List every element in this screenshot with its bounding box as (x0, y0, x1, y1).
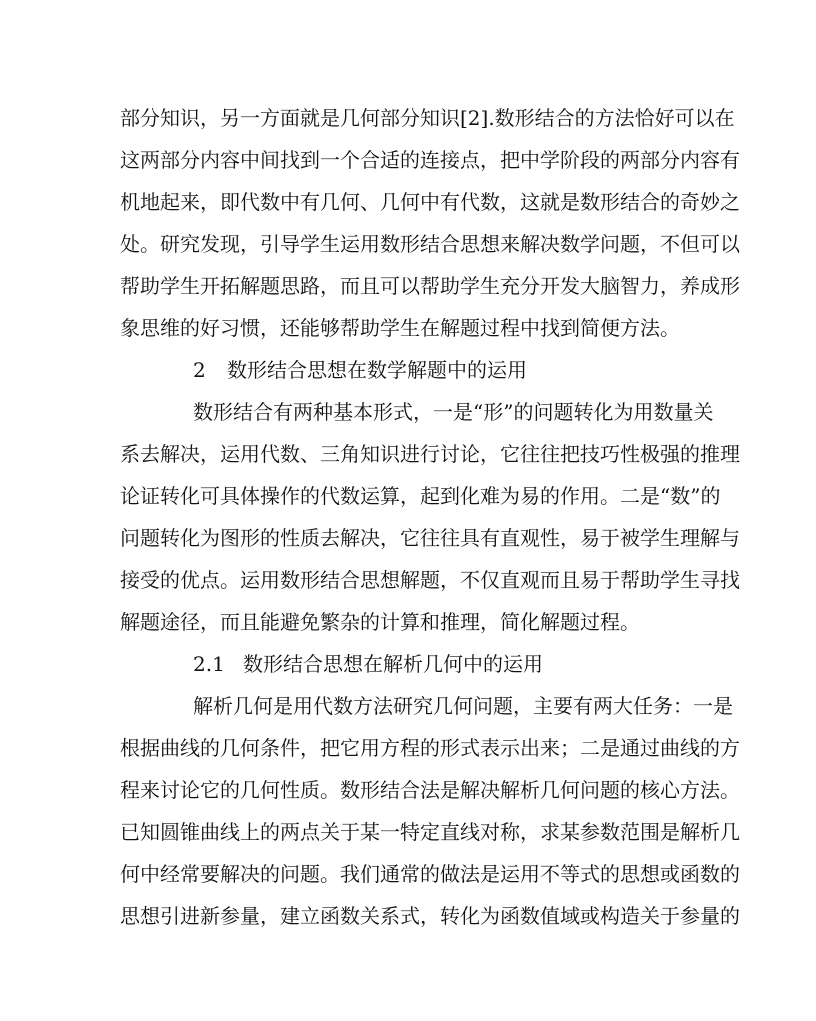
para3-line-6: 思想引进新参量，建立函数关系式，转化为函数值域或构造关于参量的 (120, 904, 740, 928)
para1-line-3: 机地起来，即代数中有几何、几何中有代数，这就是数形结合的奇妙之 (120, 190, 740, 214)
para1-line-6: 象思维的好习惯，还能够帮助学生在解题过程中找到简便方法。 (120, 316, 680, 340)
para1-line-4: 处。研究发现，引导学生运用数形结合思想来解决数学问题，不但可以 (120, 232, 740, 256)
para2-line-3: 论证转化可具体操作的代数运算，起到化难为易的作用。二是“数”的 (120, 484, 721, 508)
section-2-title: 数形结合思想在数学解题中的运用 (227, 358, 527, 382)
para3-line-4: 已知圆锥曲线上的两点关于某一特定直线对称，求某参数范围是解析几 (120, 820, 740, 844)
para3-line-5: 何中经常要解决的问题。我们通常的做法是运用不等式的思想或函数的 (120, 862, 740, 886)
para1-line-5: 帮助学生开拓解题思路，而且可以帮助学生充分开发大脑智力，养成形 (120, 274, 740, 298)
para3-line-2: 根据曲线的几何条件，把它用方程的形式表示出来；二是通过曲线的方 (120, 736, 740, 760)
para1-line-2: 这两部分内容中间找到一个合适的连接点，把中学阶段的两部分内容有 (120, 148, 740, 172)
para3-line-1: 解析几何是用代数方法研究几何问题，主要有两大任务：一是 (193, 694, 733, 718)
section-2-1-title: 数形结合思想在解析几何中的运用 (243, 652, 543, 676)
section-2-1-number: 2.1 (193, 652, 225, 676)
para2-line-4: 问题转化为图形的性质去解决，它往往具有直观性，易于被学生理解与 (120, 526, 740, 550)
para2-line-6: 解题途径，而且能避免繁杂的计算和推理，简化解题过程。 (120, 610, 640, 634)
section-2-number: 2 (193, 358, 206, 382)
para3-line-3: 程来讨论它的几何性质。数形结合法是解决解析几何问题的核心方法。 (120, 778, 740, 802)
para2-line-5: 接受的优点。运用数形结合思想解题，不仅直观而且易于帮助学生寻找 (120, 568, 740, 592)
para2-line-1: 数形结合有两种基本形式，一是“形”的问题转化为用数量关 (193, 400, 714, 424)
para1-line-1: 部分知识，另一方面就是几何部分知识[2].数形结合的方法恰好可以在 (120, 106, 735, 130)
para2-line-2: 系去解决，运用代数、三角知识进行讨论，它往往把技巧性极强的推理 (120, 442, 740, 466)
